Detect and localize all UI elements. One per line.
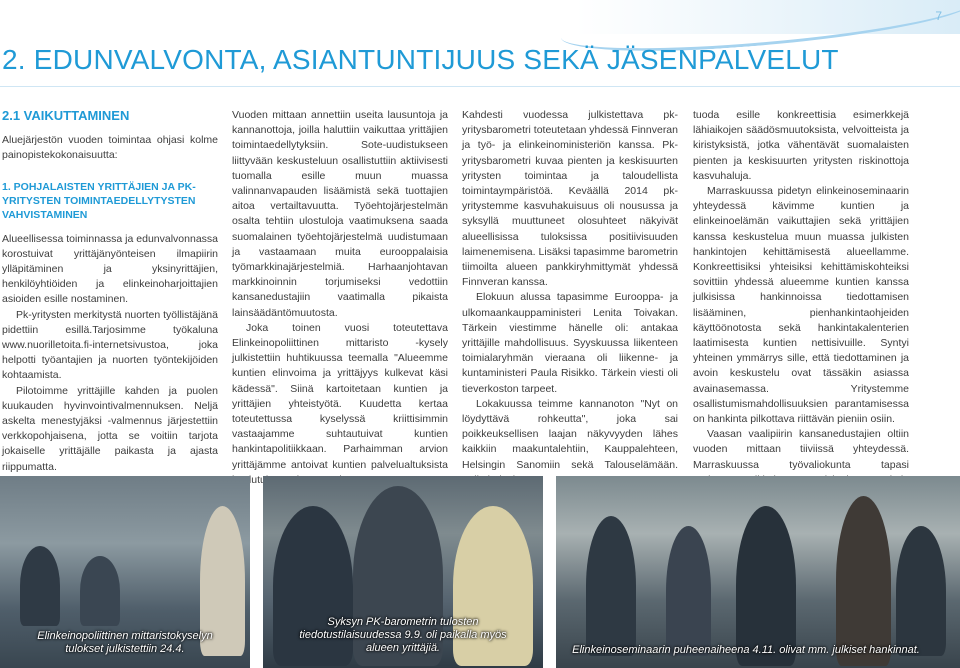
paragraph: Kahdesti vuodessa julkistettava pk-yritysbarometri toteutetaan yhdessä Finnveran ja työ- ja elinkeinoministeriön kanssa. Pk-yritysbarometri kuvaa pienten ja keskisuurten yritysten toimintaa ja taloudellista toimintaympäristöä. Keväällä 2014 pk-yritystemme kasvuhakuisuus oli nousussa ja syksyllä muuttuneet olosuhteet näkyivät alueellisissa tuloksissa positiivisuuden laimenemisena. Lisäksi tapasimme barometrin tiimoilta alueen pankkiryhmittymät yhdessä Finnveran kanssa. xyxy=(462,109,678,289)
section-heading: 2.1 VAIKUTTAMINEN xyxy=(2,108,130,123)
chapter-title: 2. EDUNVALVONTA, ASIANTUNTIJUUS SEKÄ JÄSENPALVELUT xyxy=(2,44,839,75)
text-column-3 xyxy=(462,108,678,488)
photo-caption: Elinkeinopoliittinen mittaristokyselyn tulokset julkistettiin 24.4. xyxy=(37,630,213,655)
text-column-2 xyxy=(232,108,448,488)
paragraph: tuoda esille konkreettisia esimerkkejä lähiaikojen säädösmuutoksista, velvoitteista ja kiristyksistä, jotka vähentävät suomalaisten pienten ja keskisuurten yritysten riskinottoja kasvuhaluja. xyxy=(693,109,909,182)
person-silhouette xyxy=(836,496,891,666)
paragraph: Vaasan vaalipiirin kansanedustajien oltiin vuoden mittaan tiiviissä yhteydessä. Marraskuussa työvaliokunta tapasi xyxy=(693,428,909,471)
photo-caption: Syksyn PK-barometrin tulosten tiedotustilaisuudessa 9.9. oli paikalla myös alueen yrittäjiä. xyxy=(299,616,507,654)
title-divider xyxy=(0,86,960,87)
person-silhouette xyxy=(20,546,60,626)
person-silhouette xyxy=(896,526,946,656)
paragraph: Pk-yritysten merkitystä nuorten työllistäjänä pidettiin esillä.Tarjosimme työkaluna www.nuorilletoita.fi-internetsivustoa, joka helpotti työantajien ja nuorten työntekijöiden kohtaamista. xyxy=(2,308,218,382)
paragraph: Pilotoimme yrittäjille kahden ja puolen kuukauden hyvinvointivalmennuksen. Neljä askelta menestyjäksi -valmennus järjestettiin verkkopohjaisena, jotta se voitiin tarjota jokaiselle yrittäjälle paikasta ja ajasta riippumatta. xyxy=(2,384,218,473)
section-intro: Aluejärjestön vuoden toimintaa ohjasi kolme painopistekokonaisuutta: xyxy=(2,134,218,162)
person-silhouette xyxy=(736,506,796,666)
paragraph: Lokakuussa teimme kannanoton "Nyt on löydyttävä rohkeutta", joka sai poikkeuksellisen laajan näkyvyyden lähes kaikkiin maakuntalehtiin, Kauppalehteen, Helsingin Sanomiin sekä Talouselämään. xyxy=(462,397,678,471)
paragraph: Vuoden mittaan annettiin useita lausuntoja ja kannanottoja, joilla haluttiin vaikuttaa yrittäjien toimintaedellytyksiin. Sote-uudistukseen liittyvään keskusteluun osallistuttiin aktiivisesti tuomalla esille muun muassa valinnanvapauden lisäämistä sekä tuottajien aitoa vertailtavuutta. Työehtojärjestelmän osalta tehtiin ulostuloja vaatimuksena saada suomalainen työehtojärjestelmä uudistumaan ja vastaamaan muita eurooppalaisia työmarkkinajärjestelmiä. Harhaanjohtavan markkinoinnin torjumiseksi vedottiin kansanedustajiin vaatimalla pikaista lainsäädäntömuutosta. xyxy=(232,109,448,319)
page-number: 7 xyxy=(935,9,942,23)
person-silhouette xyxy=(586,516,636,656)
person-silhouette xyxy=(80,556,120,626)
subsection-heading: 1. POHJALAISTEN YRITTÄJIEN JA PK-YRITYSTEN TOIMINTAEDELLYTYSTEN VAHVISTAMINEN xyxy=(2,180,196,221)
paragraph: Elokuun alussa tapasimme Eurooppa- ja ulkomaankauppaministeri Lenita Toivakan. Tärkein viestimme hänelle oli: antakaa yrittäjille mahdollisuus. Syyskuussa liikenteen toimialaryhmän vieraana oli liikenne- ja kuntaministeri Paula Risikko. Tärkein viesti oli tieverkoston tarpeet. xyxy=(462,291,678,395)
paragraph: Joka toinen vuosi toteutettava Elinkeinopoliittinen mittaristo -kysely julkistettiin huhtikuussa teemalla "Alueemme kuntien elinvoima ja yrittäjyys kulkevat käsi kädessä". Siinä kartoitetaan kuntien ja yrittäjien yhteistyötä. Kuudetta kertaa toteutettussa kyselyssä kriittisimmin vastaajamme suhtautuivat kuntien hankintapolitiikkaan. Parhaimman arvion yrittäjämme antoivat kuntien palvelualtuksista xyxy=(232,321,448,471)
photo-business-seminar xyxy=(556,476,960,668)
text-column-4 xyxy=(693,108,909,503)
photo-barometer-briefing xyxy=(263,476,543,668)
paragraph: Marraskuussa pidetyn elinkeinoseminaarin yhteydessä kävimme kuntien ja elinkeinoelämän vaikuttajien sekä yrittäjien kanssa keskustelua muun muassa julkisten hankintojen kehittämisestä alueellamme. Konkreettisiksi yhteisiksi kehittämiskohteiksi sovittiin yhdessä alueemme kuntien kanssa julkisissa hankinnoissa tiedottamisen lisääminen, pienhankintaohjeiden käyttöönotosta sekä hankintakalenterien laatimisesta kuntien nettisivuille. Syntyi yhteinen ymmärrys sille, että tiedottaminen ja avoin keskustelu ovat tässäkin asiassa avainasemassa. Yritystemme osallistumismahdollisuuksien parantamisessa on hankinta pilkottava riittävän pieniin osiin. xyxy=(693,185,909,426)
photo-caption: Elinkeinoseminaarin puheenaiheena 4.11. olivat mm. julkiset hankinnat. xyxy=(572,644,920,656)
text-column-1 xyxy=(2,108,218,475)
photo-press-event xyxy=(0,476,250,668)
paragraph: Alueellisessa toiminnassa ja edunvalvonnassa korostuivat yrittäjänyönteisen ilmapiirin ylläpitäminen ja yksinyrittäjien, henkilöyhtiöiden ja elinkeinoharjoittajien asioiden esille nostaminen. xyxy=(2,232,218,306)
person-silhouette xyxy=(666,526,711,656)
